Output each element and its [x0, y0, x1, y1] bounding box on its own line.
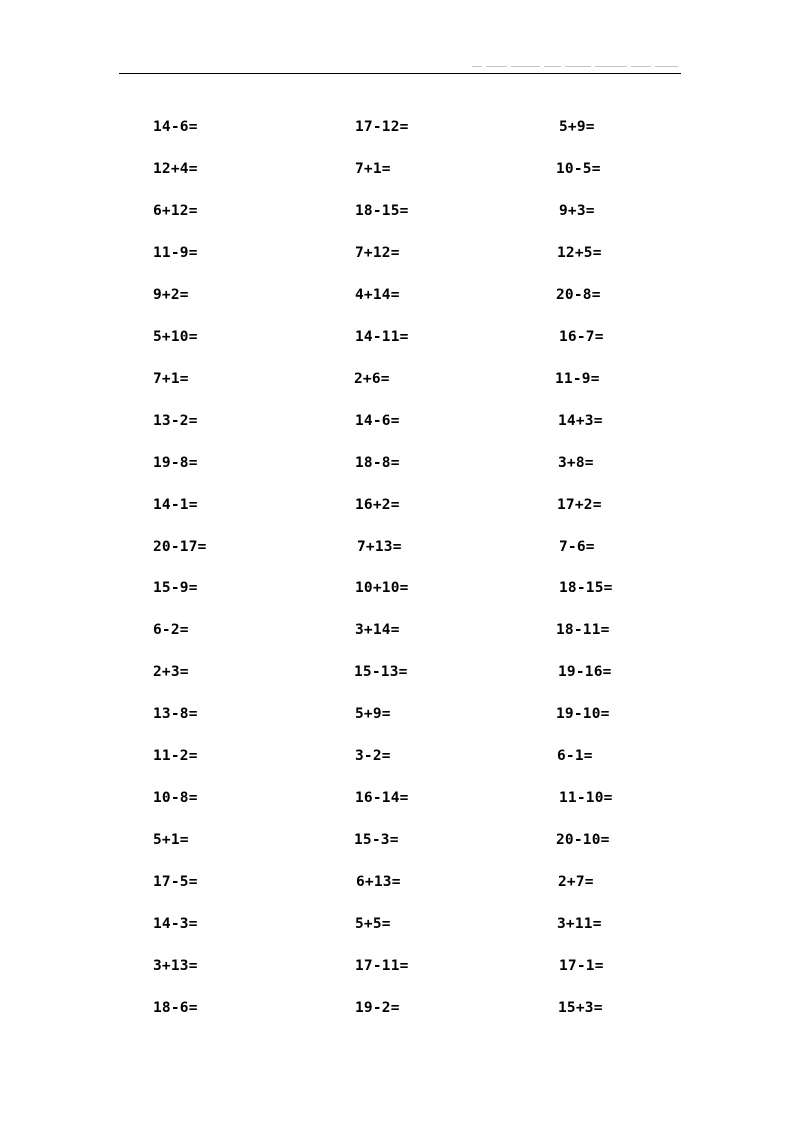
problem-item: 7+1= — [153, 371, 189, 387]
problem-item: 9+2= — [153, 287, 189, 303]
problem-item: 11-2= — [153, 748, 198, 764]
problem-item: 3-2= — [355, 748, 391, 764]
problem-item: 10+10= — [355, 580, 409, 596]
problem-item: 2+3= — [153, 664, 189, 680]
problem-item: 16-14= — [355, 790, 409, 806]
problem-item: 7+12= — [355, 245, 400, 261]
problem-item: 11-10= — [559, 790, 613, 806]
problem-item: 18-15= — [355, 203, 409, 219]
problem-item: 10-8= — [153, 790, 198, 806]
problem-item: 7+1= — [355, 161, 391, 177]
problem-item: 18-8= — [355, 455, 400, 471]
problem-item: 17-12= — [355, 119, 409, 135]
problem-item: 7-6= — [559, 539, 595, 555]
problem-item: 14-3= — [153, 916, 198, 932]
problem-item: 19-2= — [355, 1000, 400, 1016]
problem-item: 18-6= — [153, 1000, 198, 1016]
problem-item: 16-7= — [559, 329, 604, 345]
problem-item: 19-8= — [153, 455, 198, 471]
problem-item: 6+12= — [153, 203, 198, 219]
problem-item: 15+3= — [558, 1000, 603, 1016]
problem-item: 7+13= — [357, 539, 402, 555]
problem-item: 16+2= — [355, 497, 400, 513]
problem-item: 5+10= — [153, 329, 198, 345]
problem-item: 6-1= — [557, 748, 593, 764]
problem-item: 5+1= — [153, 832, 189, 848]
problem-item: 3+13= — [153, 958, 198, 974]
problem-item: 14+3= — [558, 413, 603, 429]
problem-item: 20-17= — [153, 539, 207, 555]
problem-item: 14-1= — [153, 497, 198, 513]
problem-item: 10-5= — [556, 161, 601, 177]
problem-item: 18-11= — [556, 622, 610, 638]
problem-item: 19-10= — [556, 706, 610, 722]
problem-item: 3+11= — [557, 916, 602, 932]
problem-item: 5+9= — [355, 706, 391, 722]
problem-item: 3+14= — [355, 622, 400, 638]
problem-item: 2+7= — [558, 874, 594, 890]
problem-item: 20-8= — [556, 287, 601, 303]
problem-item: 11-9= — [153, 245, 198, 261]
problem-item: 4+14= — [355, 287, 400, 303]
problem-item: 18-15= — [559, 580, 613, 596]
problem-item: 17-5= — [153, 874, 198, 890]
problem-item: 13-2= — [153, 413, 198, 429]
problem-item: 14-11= — [355, 329, 409, 345]
problem-item: 12+5= — [557, 245, 602, 261]
problem-item: 3+8= — [558, 455, 594, 471]
problem-item: 15-9= — [153, 580, 198, 596]
problem-item: 17-11= — [355, 958, 409, 974]
problem-item: 12+4= — [153, 161, 198, 177]
problem-item: 14-6= — [153, 119, 198, 135]
problem-item: 15-13= — [354, 664, 408, 680]
problem-item: 2+6= — [354, 371, 390, 387]
problem-item: 9+3= — [559, 203, 595, 219]
problem-item: 5+9= — [559, 119, 595, 135]
problem-item: 6+13= — [356, 874, 401, 890]
problem-item: 19-16= — [558, 664, 612, 680]
problem-item: 17-1= — [559, 958, 604, 974]
problem-item: 15-3= — [354, 832, 399, 848]
problem-item: 20-10= — [556, 832, 610, 848]
problem-item: 6-2= — [153, 622, 189, 638]
problem-item: 17+2= — [557, 497, 602, 513]
problem-item: 5+5= — [355, 916, 391, 932]
problem-item: 14-6= — [355, 413, 400, 429]
problem-item: 13-8= — [153, 706, 198, 722]
problem-item: 11-9= — [555, 371, 600, 387]
